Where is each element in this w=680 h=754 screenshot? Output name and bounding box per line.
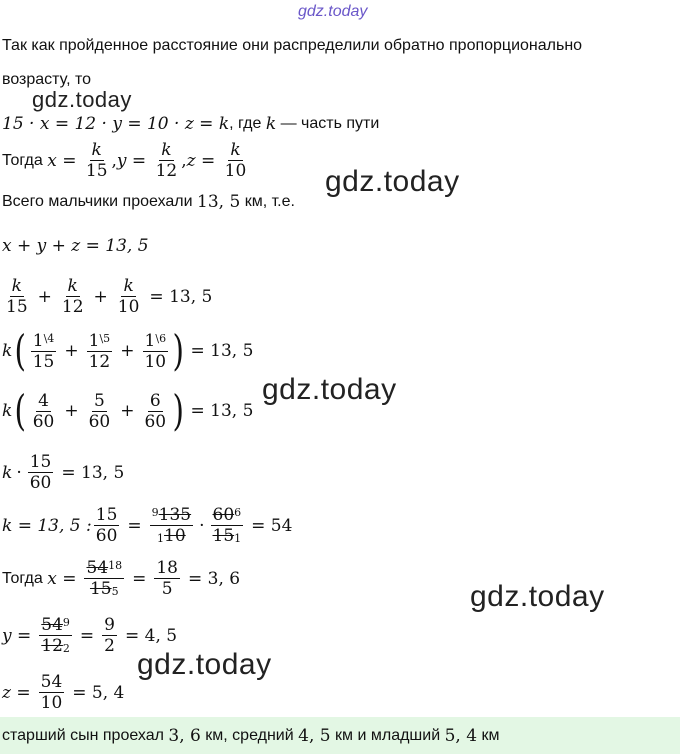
fraction: $\frac{k}{12}$ [155, 140, 178, 181]
watermark-4: gdz.today [470, 580, 605, 613]
watermark-5: gdz.today [137, 648, 272, 681]
equation-sum: x + y + z = 13, 5 [2, 236, 149, 256]
equation-xyz-in-k: Тогда x = $\frac{k}{15}$ , y = $\frac{k}{12}$ , z = $\frac{k}{10}$ [2, 140, 247, 181]
equation-step-3: k ( 4 60 + $\frac{5}{60}$ + $\frac{6}{60}$ ) = 13, 5 [2, 386, 254, 435]
equation-step-2: k ( $1^{\backslash 4}$ 15 + $\frac{1^{\backslash 5}}{12}$ + $\frac{1^{\backslash 6}}{10}$ ) = 13, 5 [2, 326, 254, 375]
watermark-top: gdz.today [298, 3, 368, 20]
fraction: $\frac{k}{10}$ [224, 140, 247, 181]
equation-step-5: k = 13, 5 : $\frac{15}{60}$ = $\frac{^9135}{110}$ · $\frac{60^6}{151}$ = 54 [2, 505, 293, 546]
watermark-2: gdz.today [325, 165, 460, 198]
equation-step-1: k 15 + $\frac{k}{12}$ + $\frac{k}{10}$ = 13, 5 [6, 276, 213, 317]
watermark-1: gdz.today [32, 87, 132, 112]
proportion-math: 15 · x = 12 · y = 10 · z = k [2, 114, 230, 134]
intro-line-2: возрасту, то [2, 71, 92, 88]
fraction: $\frac{k}{15}$ [85, 140, 108, 181]
equation-y-value: y = $\frac{54^9}{122}$ = $\frac{9}{2}$ = 4, 5 [2, 615, 178, 656]
equation-step-4: k · $\frac{15}{60}$ = 13, 5 [2, 452, 125, 493]
answer-band [0, 717, 680, 754]
equation-proportion: 15 · x = 12 · y = 10 · z = k , где k — часть пути [2, 114, 380, 134]
intro-line-1: Так как пройденное расстояние они распределили обратно пропорционально [2, 37, 583, 54]
total-distance-text: Всего мальчики проехали 13, 5 км, т.е. [2, 192, 295, 212]
equation-z-value: z = $\frac{54}{10}$ = 5, 4 [2, 672, 125, 713]
answer-text: старший сын проехал 3, 6 км, средний 4, 5 км и младший 5, 4 км [2, 726, 500, 746]
equation-x-value: Тогда x = $\frac{54^{18}}{155}$ = $\frac{18}{5}$ = 3, 6 [2, 558, 241, 599]
watermark-3: gdz.today [262, 373, 397, 406]
